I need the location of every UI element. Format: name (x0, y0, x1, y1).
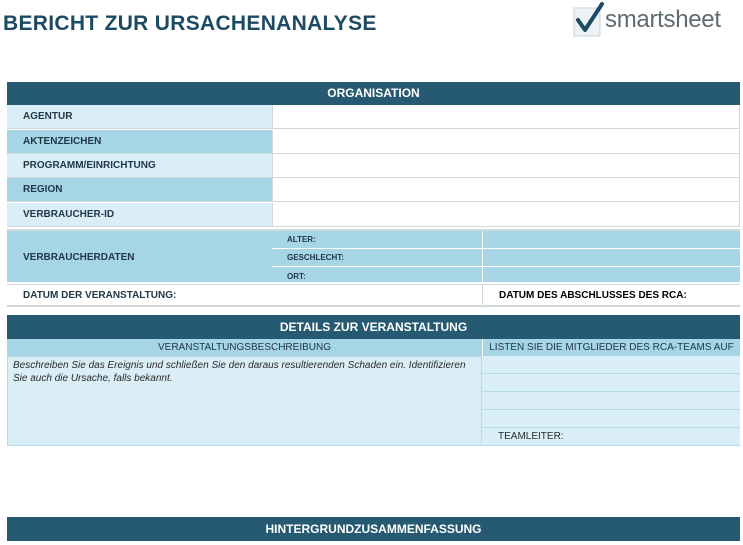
consumer-data-label: VERBRAUCHERDATEN (23, 252, 135, 263)
row-verbraucher-id (7, 203, 740, 227)
field-label: ORT: (287, 271, 306, 281)
rca-completion-date-field[interactable]: DATUM DES ABSCHLUSSES DES RCA: (482, 285, 687, 305)
team-member-input[interactable] (482, 356, 740, 374)
logo-text: smartsheet (605, 6, 721, 33)
description-column-header: VERANSTALTUNGSBESCHREIBUNG (7, 339, 482, 356)
ort-input[interactable] (482, 267, 740, 285)
event-date-field[interactable]: DATUM DER VERANSTALTUNG: (23, 289, 177, 301)
team-lead-field[interactable]: TEAMLEITER: (482, 428, 740, 446)
team-member-input[interactable] (482, 410, 740, 428)
background-summary-header: HINTERGRUNDZUSAMMENFASSUNG (7, 517, 740, 541)
row-label: AGENTUR (23, 111, 73, 122)
team-column-header: LISTEN SIE DIE MITGLIEDER DES RCA-TEAMS AUF (482, 339, 740, 356)
team-member-input[interactable] (482, 374, 740, 392)
event-details-header: DETAILS ZUR VERANSTALTUNG (7, 315, 740, 339)
aktenzeichen-input[interactable] (272, 130, 740, 153)
geschlecht-input[interactable] (482, 249, 740, 266)
row-label: AKTENZEICHEN (23, 136, 102, 147)
row-label: PROGRAMM/EINRICHTUNG (23, 160, 156, 171)
consumer-field-alter (272, 231, 740, 249)
checkmark-icon (572, 2, 606, 38)
smartsheet-logo (572, 2, 732, 38)
page-title: BERICHT ZUR URSACHENANALYSE (3, 12, 377, 35)
consumer-data-block (7, 229, 740, 282)
row-agentur (7, 105, 740, 129)
field-label: ALTER: (287, 235, 316, 244)
region-input[interactable] (272, 178, 740, 201)
team-member-input[interactable] (482, 392, 740, 410)
row-programm (7, 154, 740, 178)
programm-input[interactable] (272, 154, 740, 177)
row-region (7, 178, 740, 202)
consumer-field-ort (272, 267, 740, 285)
row-aktenzeichen (7, 130, 740, 154)
row-label: VERBRAUCHER-ID (23, 209, 115, 220)
organisation-header: ORGANISATION (7, 82, 740, 105)
alter-input[interactable] (482, 231, 740, 248)
verbraucher-id-input[interactable] (272, 203, 740, 226)
agentur-input[interactable] (272, 105, 740, 128)
date-row (7, 284, 740, 307)
event-description-textarea[interactable]: Beschreiben Sie das Ereignis und schließen Sie den daraus resultierenden Schaden ein. Identifizieren Sie auch die Ursache, falls bekannt. (7, 356, 482, 446)
consumer-field-geschlecht (272, 249, 740, 267)
row-label: REGION (23, 184, 63, 195)
field-label: GESCHLECHT: (287, 253, 344, 262)
